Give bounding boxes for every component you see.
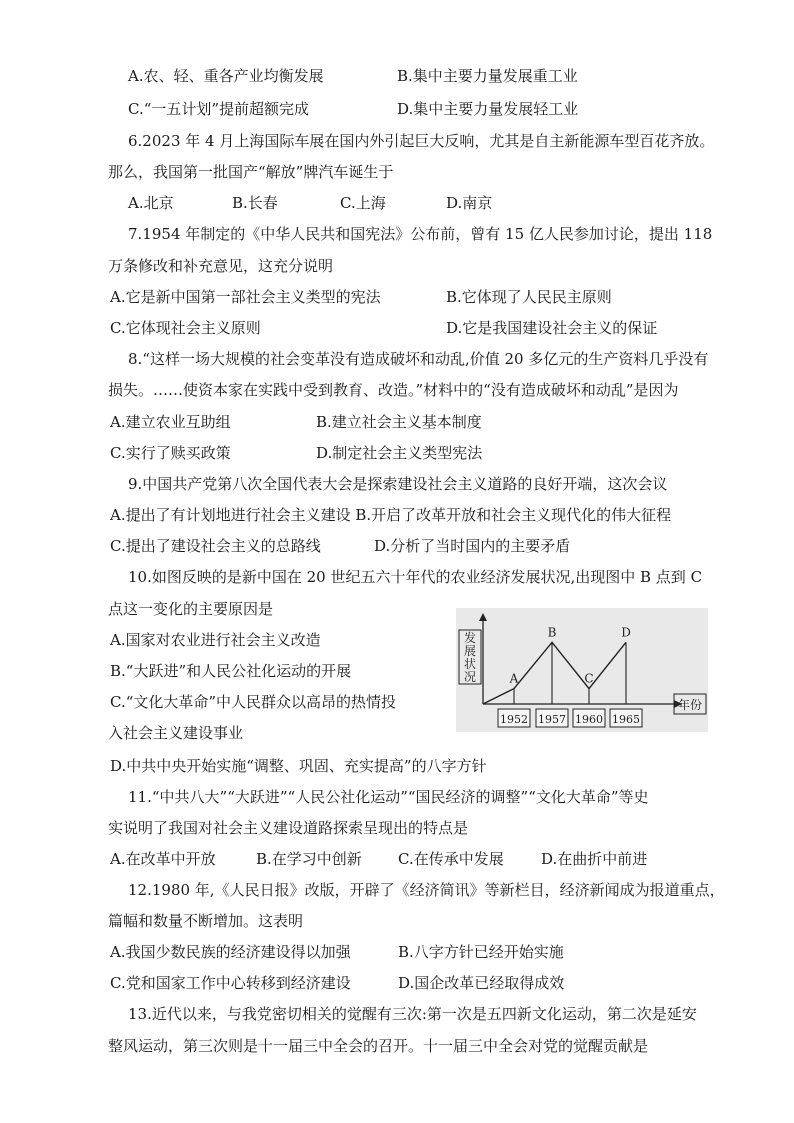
text-line-0-0: A.农、轻、重各产业均衡发展 <box>128 67 324 85</box>
text-line-18-0: A.国家对农业进行社会主义改造 <box>110 631 321 649</box>
text-line-10-0: 损失。……使资本家在实践中受到教育、改造。”材料中的“没有造成破坏和动乱”是因为 <box>108 381 679 399</box>
text-line-25-2: C.在传承中发展 <box>398 850 504 868</box>
text-line-17-0: 点这一变化的主要原因是 <box>108 600 274 618</box>
text-line-27-0: 篇幅和数量不断增加。这表明 <box>108 912 304 930</box>
text-line-30-0: 13.近代以来，与我党密切相关的觉醒有三次:第一次是五四新文化运动，第二次是延安 <box>128 1005 697 1023</box>
text-line-15-0: C.提出了建设社会主义的总路线 <box>110 537 321 555</box>
agri-development-chart <box>456 608 708 732</box>
text-line-28-0: A.我国少数民族的经济建设得以加强 <box>110 943 351 961</box>
text-line-5-0: 7.1954 年制定的《中华人民共和国宪法》公布前，曾有 15 亿人民参加讨论，提出 118 <box>128 225 713 243</box>
text-line-23-0: 11.“中共八大”“大跃进”“人民公社化运动”“国民经济的调整”“文化大革命”等史 <box>128 788 649 806</box>
text-line-8-1: D.它是我国建设社会主义的保证 <box>446 319 658 337</box>
text-line-24-0: 实说明了我国对社会主义建设道路探索呈现出的特点是 <box>108 819 469 837</box>
text-line-4-0: A.北京 <box>128 194 174 212</box>
text-line-29-1: D.国企改革已经取得成效 <box>398 974 565 992</box>
chart-xlabel: 年份 <box>677 698 703 712</box>
chart-svg <box>456 608 708 732</box>
text-line-26-0: 12.1980 年,《人民日报》改版，开辟了《经济简讯》等新栏目，经济新闻成为报道重点， <box>128 881 725 899</box>
text-line-1-0: C.“一五计划”提前超额完成 <box>128 100 310 118</box>
text-line-21-0: 入社会主义建设事业 <box>108 724 244 742</box>
text-line-25-3: D.在曲折中前进 <box>541 850 648 868</box>
text-line-7-0: A.它是新中国第一部社会主义类型的宪法 <box>110 288 381 306</box>
text-line-7-1: B.它体现了人民民主原则 <box>446 288 612 306</box>
point-label-B: B <box>547 625 557 640</box>
series-line <box>483 642 626 704</box>
text-line-20-0: C.“文化大革命”中人民群众以高昂的热情投 <box>110 693 397 711</box>
text-line-12-1: D.制定社会主义类型宪法 <box>316 444 483 462</box>
text-line-11-0: A.建立农业互助组 <box>110 413 231 431</box>
text-line-28-1: B.八字方针已经开始实施 <box>398 943 564 961</box>
point-label-A: A <box>509 671 519 686</box>
tick-label-1952: 1952 <box>500 713 528 726</box>
text-line-4-1: B.长春 <box>232 194 278 212</box>
text-line-6-0: 万条修改和补充意见，这充分说明 <box>108 257 334 275</box>
text-line-25-0: A.在改革中开放 <box>110 850 216 868</box>
text-line-19-0: B.“大跃进”和人民公社化运动的开展 <box>110 662 352 680</box>
tick-label-1957: 1957 <box>538 713 566 726</box>
text-line-11-1: B.建立社会主义基本制度 <box>316 413 482 431</box>
text-line-16-0: 10.如图反映的是新中国在 20 世纪五六十年代的农业经济发展状况,出现图中 B 点到 C <box>128 568 703 586</box>
point-label-D: D <box>621 625 631 640</box>
text-line-8-0: C.它体现社会主义原则 <box>110 319 261 337</box>
point-label-C: C <box>584 671 594 686</box>
tick-label-1965: 1965 <box>612 713 640 726</box>
text-line-4-3: D.南京 <box>446 194 493 212</box>
chart-ylabel: 发展状况 <box>463 631 477 684</box>
text-line-0-1: B.集中主要力量发展重工业 <box>397 67 578 85</box>
text-line-31-0: 整风运动，第三次则是十一届三中全会的召开。十一届三中全会对党的觉醒贡献是 <box>108 1037 649 1055</box>
tick-label-1960: 1960 <box>575 713 603 726</box>
text-line-12-0: C.实行了赎买政策 <box>110 444 231 462</box>
text-line-9-0: 8.“这样一场大规模的社会变革没有造成破坏和动乱,价值 20 多亿元的生产资料几乎没有 <box>128 350 709 368</box>
y-axis-arrow <box>479 613 487 621</box>
text-line-2-0: 6.2023 年 4 月上海国际车展在国内外引起巨大反响，尤其是自主新能源车型百花齐放。 <box>128 132 715 150</box>
text-line-13-0: 9.中国共产党第八次全国代表大会是探索建设社会主义道路的良好开端，这次会议 <box>128 475 668 493</box>
text-line-15-1: D.分析了当时国内的主要矛盾 <box>374 537 571 555</box>
text-line-22-0: D.中共中央开始实施“调整、巩固、充实提高”的八字方针 <box>110 757 487 775</box>
text-line-25-1: B.在学习中创新 <box>256 850 362 868</box>
text-line-14-0: A.提出了有计划地进行社会主义建设 B.开启了改革开放和社会主义现代化的伟大征程 <box>110 506 672 524</box>
text-line-29-0: C.党和国家工作中心转移到经济建设 <box>110 974 351 992</box>
text-line-4-2: C.上海 <box>340 194 386 212</box>
text-line-1-1: D.集中主要力量发展轻工业 <box>397 100 579 118</box>
text-line-3-0: 那么，我国第一批国产“解放”牌汽车诞生于 <box>108 163 394 181</box>
